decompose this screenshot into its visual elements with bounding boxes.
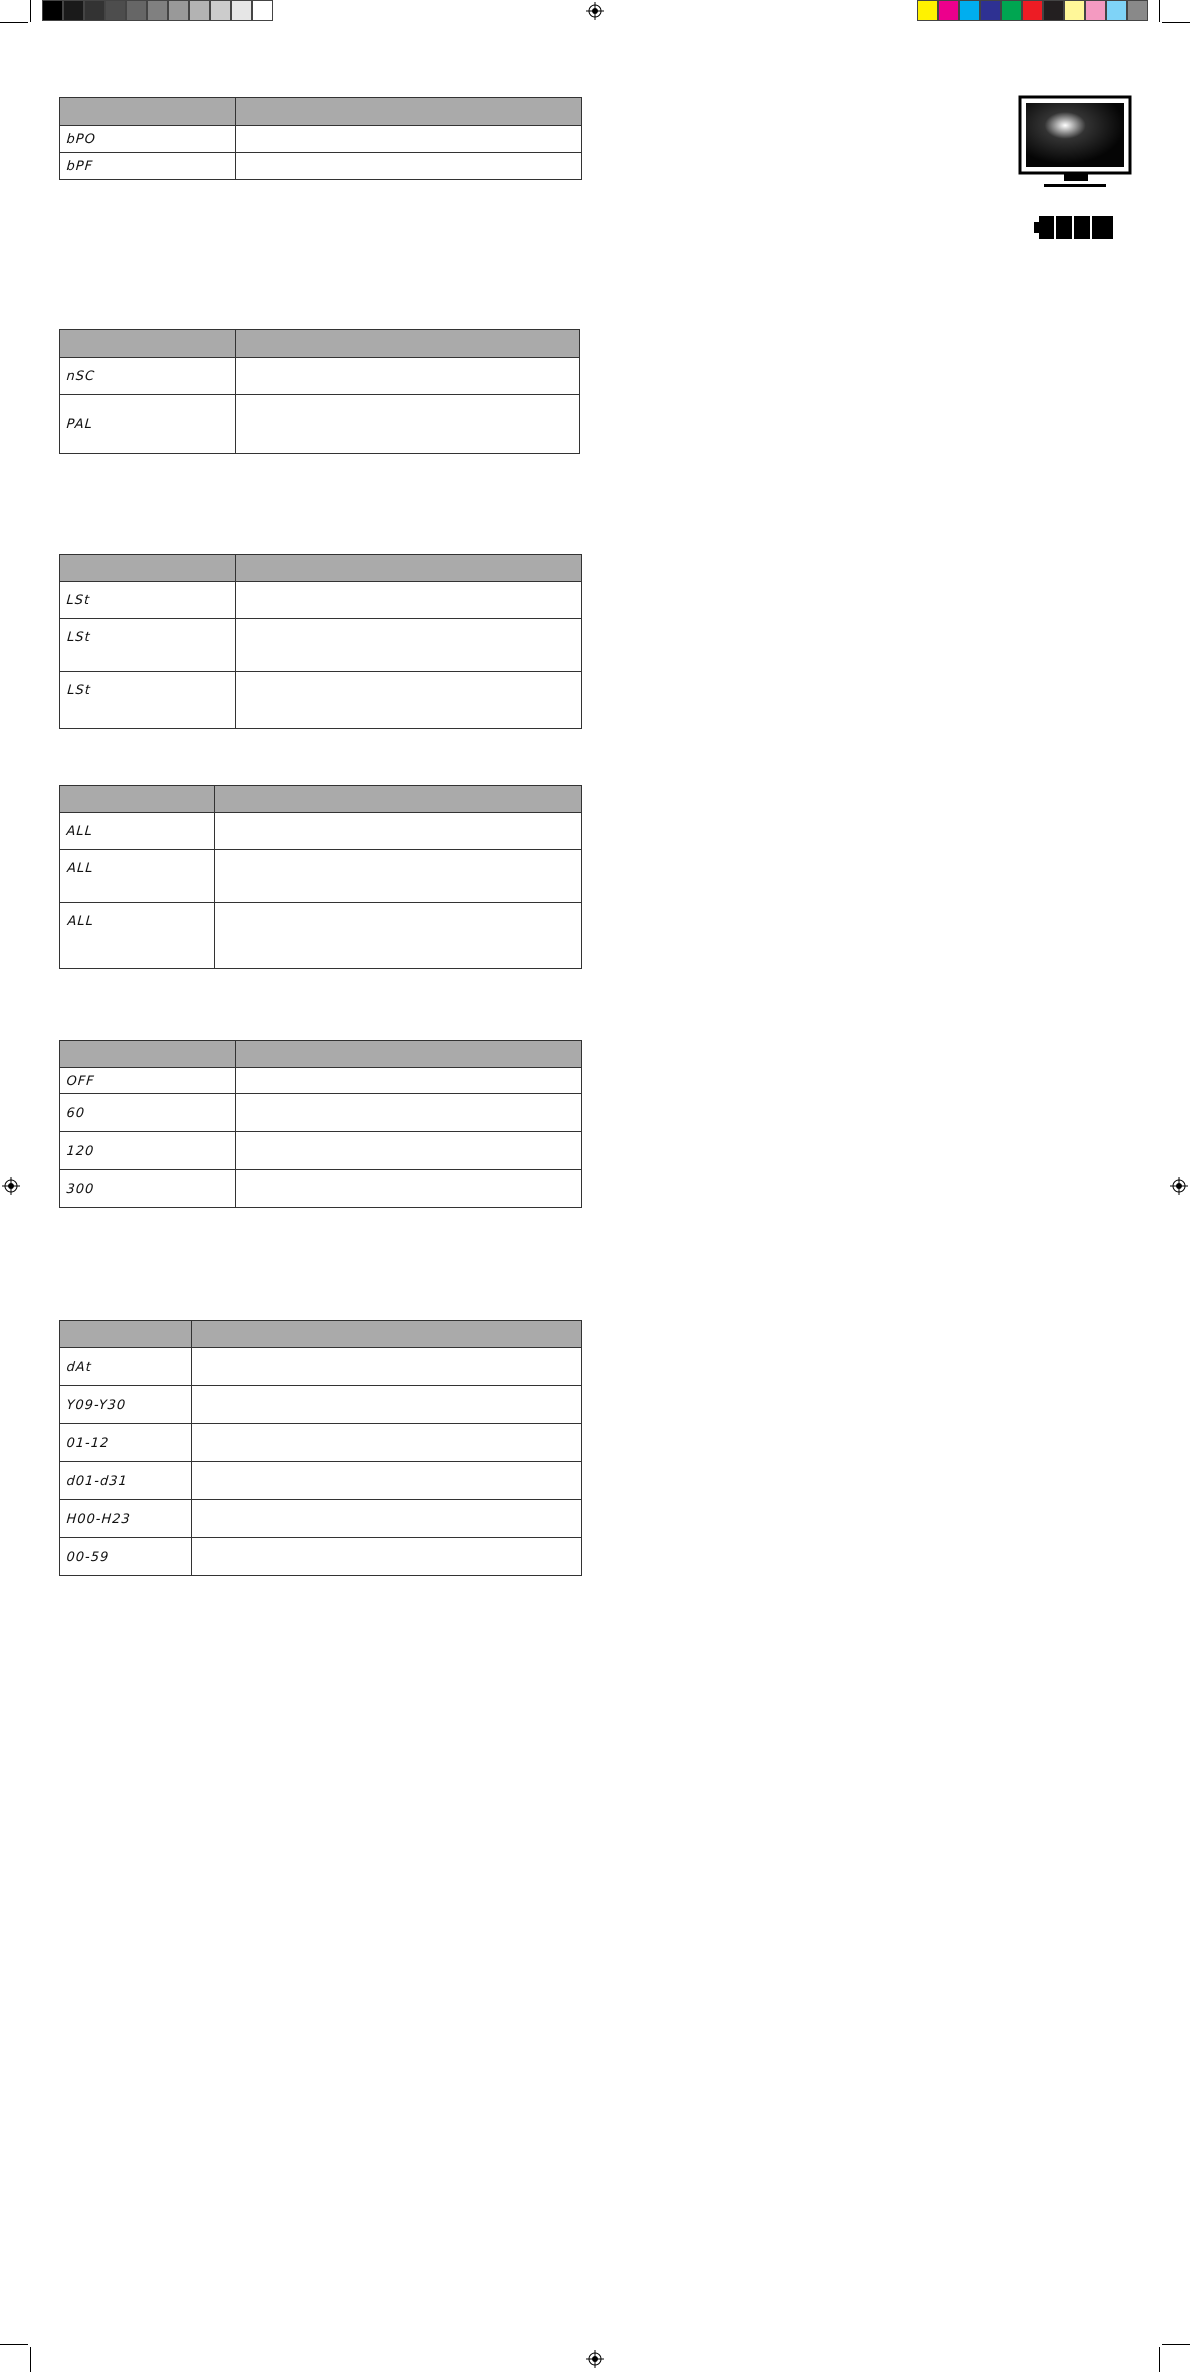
table-row [60, 1132, 582, 1170]
table-cell [236, 126, 582, 153]
table-header-cell [60, 1321, 192, 1348]
display-code: ALL [58, 813, 216, 850]
table-cell [215, 813, 582, 850]
table-row [60, 1068, 582, 1094]
color-swatch [84, 0, 105, 21]
color-swatch [1064, 0, 1085, 21]
spec-table-1 [59, 97, 582, 180]
table-row [60, 672, 582, 729]
color-swatch [252, 0, 273, 21]
table-row [60, 1538, 582, 1576]
display-code: bPO [59, 126, 237, 153]
color-swatch [1127, 0, 1148, 21]
table-cell [236, 672, 582, 729]
color-swatch [189, 0, 210, 21]
table-header-row [60, 555, 582, 582]
crop-mark [0, 22, 28, 23]
registration-mark-icon [1170, 1177, 1188, 1195]
table-row [60, 1500, 582, 1538]
table-header-row [60, 786, 582, 813]
table-row [60, 582, 582, 619]
table-cell [236, 1132, 582, 1170]
table-cell [192, 1500, 582, 1538]
registration-mark-icon [2, 1177, 20, 1195]
display-code: 300 [58, 1170, 237, 1208]
display-code: Y09-Y30 [58, 1386, 193, 1424]
table-header-cell [192, 1321, 582, 1348]
color-swatch [42, 0, 63, 21]
display-code: LSt [58, 619, 238, 672]
battery-full-icon [1034, 215, 1114, 240]
table-cell [215, 850, 582, 903]
table-header-cell [60, 1041, 236, 1068]
table-row [60, 153, 582, 180]
table-row [60, 1170, 582, 1208]
color-swatch [1106, 0, 1127, 21]
table-cell [192, 1386, 582, 1424]
crop-mark [1162, 2344, 1190, 2345]
table-row [60, 619, 582, 672]
table-cell [236, 1170, 582, 1208]
table-header-cell [60, 555, 236, 582]
table-header-cell [236, 555, 582, 582]
display-code: ALL [58, 850, 217, 903]
table-cell [215, 903, 582, 969]
spec-table-4 [59, 785, 582, 969]
crop-mark [30, 0, 31, 22]
color-swatch [938, 0, 959, 21]
display-code: LSt [58, 672, 238, 729]
table-cell [236, 395, 580, 454]
spec-table-2 [59, 329, 580, 454]
table-cell [192, 1348, 582, 1386]
table-row [60, 1386, 582, 1424]
table-header-cell [215, 786, 582, 813]
display-code: dAt [58, 1348, 193, 1386]
spec-table-3 [59, 554, 582, 729]
table-header-cell [60, 786, 215, 813]
table-header-row [60, 1041, 582, 1068]
table-row [60, 395, 580, 454]
display-code: nSC [58, 358, 237, 395]
registration-mark-icon [586, 2, 604, 20]
display-code: 60 [58, 1094, 237, 1132]
table-header-cell [236, 98, 582, 126]
table-cell [236, 582, 582, 619]
color-swatch [168, 0, 189, 21]
crop-mark [1162, 22, 1190, 23]
crop-mark [0, 2344, 28, 2345]
color-swatch [210, 0, 231, 21]
table-header-cell [60, 330, 236, 358]
table-row [60, 850, 582, 903]
table-row [60, 903, 582, 969]
display-code: 120 [58, 1132, 237, 1170]
table-cell [236, 153, 582, 180]
color-swatch [1085, 0, 1106, 21]
display-code: d01-d31 [58, 1462, 193, 1500]
color-swatch [1001, 0, 1022, 21]
crop-mark [30, 2347, 31, 2372]
table-header-row [60, 1321, 582, 1348]
color-swatch [147, 0, 168, 21]
table-cell [236, 619, 582, 672]
table-cell [192, 1538, 582, 1576]
display-code: H00-H23 [58, 1500, 193, 1538]
color-swatch [105, 0, 126, 21]
table-header-cell [60, 98, 236, 126]
display-code: ALL [57, 903, 217, 969]
color-swatch [959, 0, 980, 21]
table-header-cell [236, 330, 580, 358]
registration-mark-icon [586, 2350, 604, 2368]
display-code: PAL [57, 395, 237, 454]
display-code: 00-59 [58, 1538, 193, 1576]
table-header-row [60, 330, 580, 358]
display-code: LSt [58, 582, 237, 619]
table-row [60, 358, 580, 395]
table-header-row [60, 98, 582, 126]
table-row [60, 1348, 582, 1386]
color-swatch [231, 0, 252, 21]
color-swatch [980, 0, 1001, 21]
table-cell [192, 1462, 582, 1500]
color-swatch [917, 0, 938, 21]
table-cell [236, 1094, 582, 1132]
table-row [60, 1424, 582, 1462]
display-code: 01-12 [58, 1424, 193, 1462]
table-row [60, 126, 582, 153]
monitor-icon [1018, 95, 1134, 189]
table-header-cell [236, 1041, 582, 1068]
crop-mark [1159, 2347, 1160, 2372]
crop-mark [1159, 0, 1160, 22]
table-cell [236, 1068, 582, 1094]
spec-table-6 [59, 1320, 582, 1576]
display-code: OFF [59, 1068, 237, 1094]
table-row [60, 1462, 582, 1500]
table-cell [236, 358, 580, 395]
color-swatch [63, 0, 84, 21]
color-swatch [1043, 0, 1064, 21]
table-row [60, 1094, 582, 1132]
display-code: bPF [59, 153, 237, 180]
spec-table-5 [59, 1040, 582, 1208]
table-row [60, 813, 582, 850]
color-swatch [1022, 0, 1043, 21]
color-swatch [126, 0, 147, 21]
table-cell [192, 1424, 582, 1462]
